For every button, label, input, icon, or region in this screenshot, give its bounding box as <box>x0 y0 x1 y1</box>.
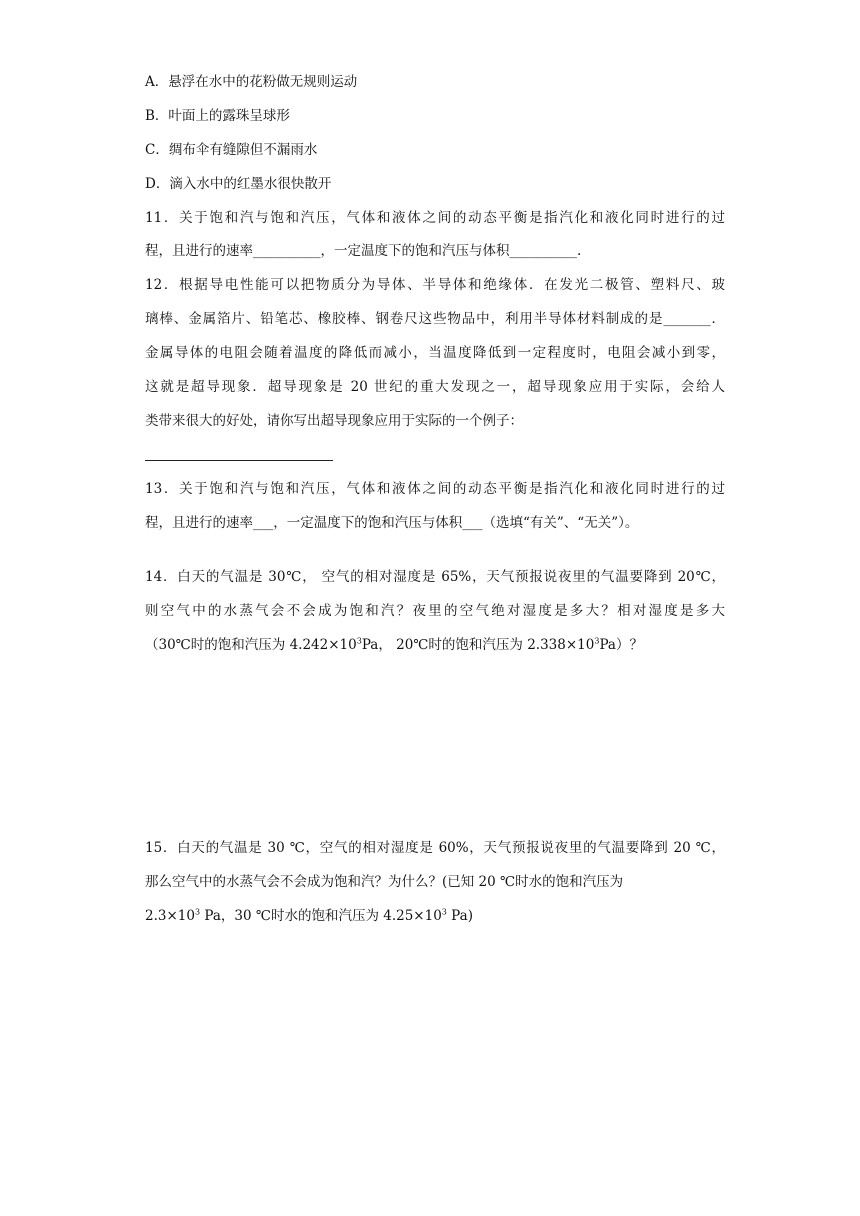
q15-line-1: 15．白天的气温是 30 ℃，空气的相对湿度是 60%，天气预报说夜里的气温要降到 20 ℃， <box>145 840 725 856</box>
option-a: A．悬浮在水中的花粉做无规则运动 <box>145 74 358 90</box>
q13-line-1: 13．关于饱和汽与饱和汽压，气体和液体之间的动态平衡是指汽化和液化同时进行的过 <box>145 481 725 497</box>
q15-exponent-1: 3 <box>194 907 201 917</box>
q12-answer-blank-line <box>145 460 333 461</box>
q14-line-1: 14．白天的气温是 30℃， 空气的相对湿度是 65%，天气预报说夜里的气温要降到 20℃， <box>145 569 725 585</box>
q15-line-3-part-a: 2.3×10 <box>145 908 195 924</box>
q12-line-3: 金属导体的电阻会随着温度的降低而减小，当温度降低到一定程度时，电阻会减小到零， <box>145 345 725 361</box>
q14-line-3-part-a: （30℃时的饱和汽压为 4.242×10 <box>145 637 357 653</box>
option-b: B．叶面上的露珠呈球形 <box>145 108 290 124</box>
q15-line-2: 那么空气中的水蒸气会不会成为饱和汽？为什么？(已知 20 ℃时水的饱和汽压为 <box>145 874 624 890</box>
option-c: C．绸布伞有缝隙但不漏雨水 <box>145 142 318 158</box>
q14-line-3 <box>145 636 725 654</box>
q12-line-1: 12．根据导电性能可以把物质分为导体、半导体和绝缘体．在发光二极管、塑料尺、玻 <box>145 277 725 293</box>
q15-line-3 <box>145 907 725 925</box>
q15-exponent-2: 3 <box>441 907 447 917</box>
q14-exponent-1: 3 <box>356 636 362 646</box>
q12-line-2: 璃棒、金属箔片、铅笔芯、橡胶棒、钢卷尺这些物品中，利用半导体材料制成的是_______． <box>145 311 725 327</box>
q15-line-3-part-c: Pa) <box>446 908 473 924</box>
q11-line-1: 11．关于饱和汽与饱和汽压，气体和液体之间的动态平衡是指汽化和液化同时进行的过 <box>145 210 725 226</box>
q14-exponent-2: 3 <box>594 636 600 646</box>
option-d: D．滴入水中的红墨水很快散开 <box>145 176 332 192</box>
q12-line-5: 类带来很大的好处，请你写出超导现象应用于实际的一个例子： <box>145 413 523 429</box>
q14-line-3-part-c: Pa）？ <box>599 637 643 653</box>
q14-line-3-part-b: Pa， 20℃时的饱和汽压为 2.338×10 <box>361 637 595 653</box>
q15-line-3-part-b: Pa，30 ℃时水的饱和汽压为 4.25×10 <box>200 908 442 924</box>
q12-line-4: 这就是超导现象．超导现象是 20 世纪的重大发现之一，超导现象应用于实际，会给人 <box>145 379 725 395</box>
q11-line-2: 程，且进行的速率__________，一定温度下的饱和汽压与体积__________. <box>145 243 582 259</box>
q13-line-2: 程，且进行的速率___，一定温度下的饱和汽压与体积___（选填“有关”、“无关”）。 <box>145 515 639 531</box>
q14-line-2: 则空气中的水蒸气会不会成为饱和汽？夜里的空气绝对湿度是多大？相对湿度是多大 <box>145 603 725 619</box>
